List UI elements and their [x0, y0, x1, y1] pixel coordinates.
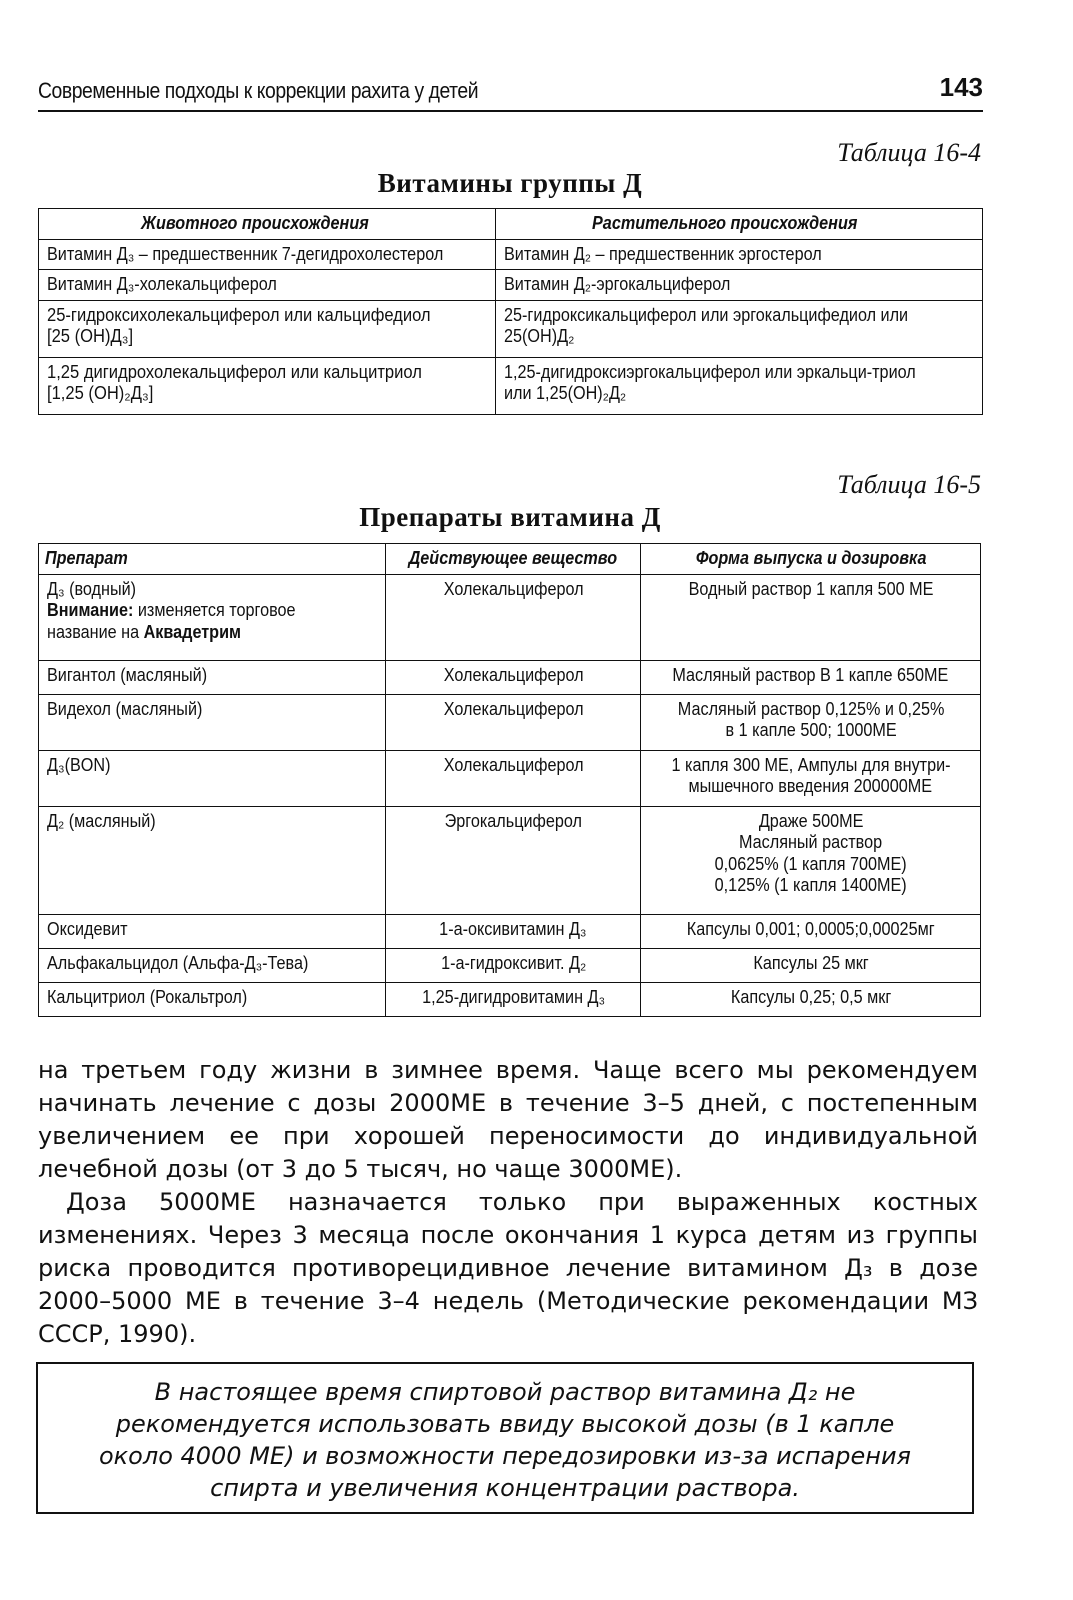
- table-row: [39, 300, 983, 357]
- table-row: [39, 806, 981, 914]
- drug-name-cell: Д₃(BON): [39, 750, 386, 806]
- drug-name-cell: Д₂ (масляный): [39, 806, 386, 914]
- running-header: [38, 72, 983, 112]
- table-row: [39, 660, 981, 694]
- substance-cell: Эргокальциферол: [386, 806, 641, 914]
- table-row: [39, 239, 983, 270]
- form-cell: 1 капля 300 МЕ, Ампулы для внутри- мышечного введения 200000МЕ: [641, 750, 981, 806]
- form-cell: Капсулы 0,25; 0,5 мкг: [641, 982, 981, 1016]
- table-cell: 1,25 дигидрохолекальциферол или кальцитриол [1,25 (ОН)₂Д₃]: [39, 357, 496, 414]
- substance-cell: Холекальциферол: [386, 694, 641, 750]
- table-header-row: [39, 544, 981, 575]
- drug-name-cell: Видехол (масляный): [39, 694, 386, 750]
- drug-name-cell: Кальцитриол (Рокальтрол): [39, 982, 386, 1016]
- form-cell: Капсулы 0,001; 0,0005;0,00025мг: [641, 914, 981, 948]
- drug-name-cell: Оксидевит: [39, 914, 386, 948]
- table-cell: Витамин Д₂-эргокальциферол: [496, 270, 983, 301]
- preparations-table: [38, 543, 981, 1017]
- drug-name: Д₃ (водный): [47, 578, 137, 599]
- note-box: [36, 1362, 974, 1514]
- page-number: 143: [939, 72, 983, 102]
- column-header: Препарат: [39, 544, 386, 575]
- substance-cell: 1-а-оксивитамин Д₃: [386, 914, 641, 948]
- substance-cell: 1,25-дигидровитамин Д₃: [386, 982, 641, 1016]
- drug-name-cell: Вигантол (масляный): [39, 660, 386, 694]
- table-row: [39, 270, 983, 301]
- column-header: Форма выпуска и дозировка: [641, 544, 981, 575]
- table-cell: 25-гидроксихолекальциферол или кальцифедиол [25 (ОН)Д₃]: [39, 300, 496, 357]
- table1-label: Таблица 16-4: [837, 138, 981, 167]
- table-row: [39, 914, 981, 948]
- table-row: [39, 357, 983, 414]
- table-header-row: [39, 209, 983, 240]
- vitamins-table: [38, 208, 983, 415]
- form-cell: Масляный раствор 0,125% и 0,25% в 1 капле 500; 1000МЕ: [641, 694, 981, 750]
- column-header: Действующее вещество: [386, 544, 641, 575]
- table-row: [39, 750, 981, 806]
- table-cell: [39, 574, 386, 660]
- table-cell: 25-гидроксикальциферол или эргокальцифедиол или 25(ОН)Д₂: [496, 300, 983, 357]
- table-cell: 1,25-дигидроксиэргокальциферол или эркальци-триол или 1,25(ОН)₂Д₂: [496, 357, 983, 414]
- body-paragraph-2: Доза 5000МЕ назначается только при выраженных костных изменениях. Через 3 месяца после окончания 1 курса детям из группы риска проводится противорецидивное лечение витамином Д₃ в дозе 2000–5000 МЕ в течение 3–4 недель (Методические рекомендации МЗ СССР, 1990).: [38, 1188, 978, 1348]
- drug-note: Внимание: изменяется торговое название на Аквадетрим: [47, 600, 296, 642]
- substance-cell: Холекальциферол: [386, 750, 641, 806]
- form-cell: Масляный раствор В 1 капле 650МЕ: [641, 660, 981, 694]
- table-cell: Водный раствор 1 капля 500 МЕ: [641, 574, 981, 660]
- table-cell: Витамин Д₃-холекальциферол: [39, 270, 496, 301]
- table-row: [39, 694, 981, 750]
- table-row: [39, 574, 981, 660]
- form-cell: Драже 500МЕ Масляный раствор 0,0625% (1 капля 700МЕ) 0,125% (1 капля 1400МЕ): [641, 806, 981, 914]
- table-cell: Холекальциферол: [386, 574, 641, 660]
- column-header: Растительного происхождения: [496, 209, 983, 240]
- table2-title: Препараты витамина Д: [359, 502, 661, 532]
- table-row: [39, 982, 981, 1016]
- column-header: Животного происхождения: [39, 209, 496, 240]
- table2-label: Таблица 16-5: [837, 470, 981, 499]
- body-paragraph-1: на третьем году жизни в зимнее время. Чаще всего мы рекомендуем начинать лечение с дозы 2000МЕ в течение 3–5 дней, с постепенным увеличением ее при хорошей переносимости до индивидуальной лечебной дозы (от 3 до 5 тысяч, но чаще 3000МЕ).: [38, 1056, 978, 1183]
- substance-cell: 1-а-гидроксивит. Д₂: [386, 948, 641, 982]
- running-title: Современные подходы к коррекции рахита у детей: [38, 78, 479, 103]
- drug-name-cell: Альфакальцидол (Альфа-Д₃-Тева): [39, 948, 386, 982]
- table-body: [39, 660, 981, 1016]
- note-text: В настоящее время спиртовой раствор витамина Д₂ не рекомендуется использовать ввиду высокой дозы (в 1 капле около 4000 МЕ) и возможности передозировки из-за испарения спирта и увеличения концентрации раствора.: [98, 1378, 911, 1502]
- table-cell: Витамин Д₃ – предшественник 7-дегидрохолестерол: [39, 239, 496, 270]
- table1-title: Витамины группы Д: [377, 168, 643, 198]
- table-row: [39, 948, 981, 982]
- form-cell: Капсулы 25 мкг: [641, 948, 981, 982]
- substance-cell: Холекальциферол: [386, 660, 641, 694]
- table-cell: Витамин Д₂ – предшественник эргостерол: [496, 239, 983, 270]
